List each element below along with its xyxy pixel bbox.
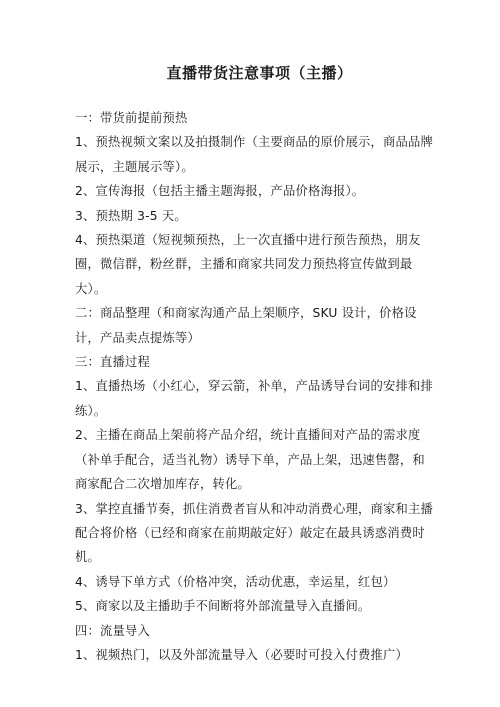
section-heading-traffic: 四：流量导入 — [75, 623, 150, 638]
list-item: 3、预热期 3-5 天。 — [75, 208, 187, 223]
list-item: 4、诱导下单方式（价格冲突，活动优惠，幸运星，红包） — [75, 574, 396, 589]
document-body — [75, 106, 434, 667]
list-item: 2、主播在商品上架前将产品介绍，统计直播间对产品的需求度（补单手配合，适当礼物）诱导下单，产品上架，迅速售罄，和商家配合二次增加库存，转化。 — [75, 428, 425, 492]
list-item: 4、预热渠道（短视频预热，上一次直播中进行预告预热，朋友圈，微信群，粉丝群，主播和商家共同发力预热将宣传做到最大）。 — [75, 233, 421, 296]
list-item: 3、掌控直播节奏，抓住消费者盲从和冲动消费心理，商家和主播配合将价格（已经和商家在前期敲定好）敲定在最具诱惑消费时机。 — [75, 501, 433, 565]
list-item: 1、直播热场（小红心，穿云箭，补单，产品诱导台词的安排和排练）。 — [75, 379, 433, 418]
section-heading-products: 二：商品整理（和商家沟通产品上架顺序，SKU 设计，价格设计，产品卖点提炼等） — [75, 306, 417, 345]
document-title: 直播带货注意事项（主播） — [166, 64, 353, 82]
list-item: 1、预热视频文案以及拍摄制作（主要商品的原价展示，商品品牌展示，主题展示等）。 — [75, 135, 433, 174]
section-heading-live-process: 三：直播过程 — [75, 355, 150, 370]
list-item: 2、宣传海报（包括主播主题海报，产品价格海报）。 — [75, 184, 365, 199]
list-item: 5、商家以及主播助手不间断将外部流量导入直播间。 — [75, 599, 371, 614]
list-item: 1、视频热门，以及外部流量导入（必要时可投入付费推广） — [75, 647, 408, 662]
section-heading-preheat: 一：带货前提前预热 — [75, 111, 188, 125]
